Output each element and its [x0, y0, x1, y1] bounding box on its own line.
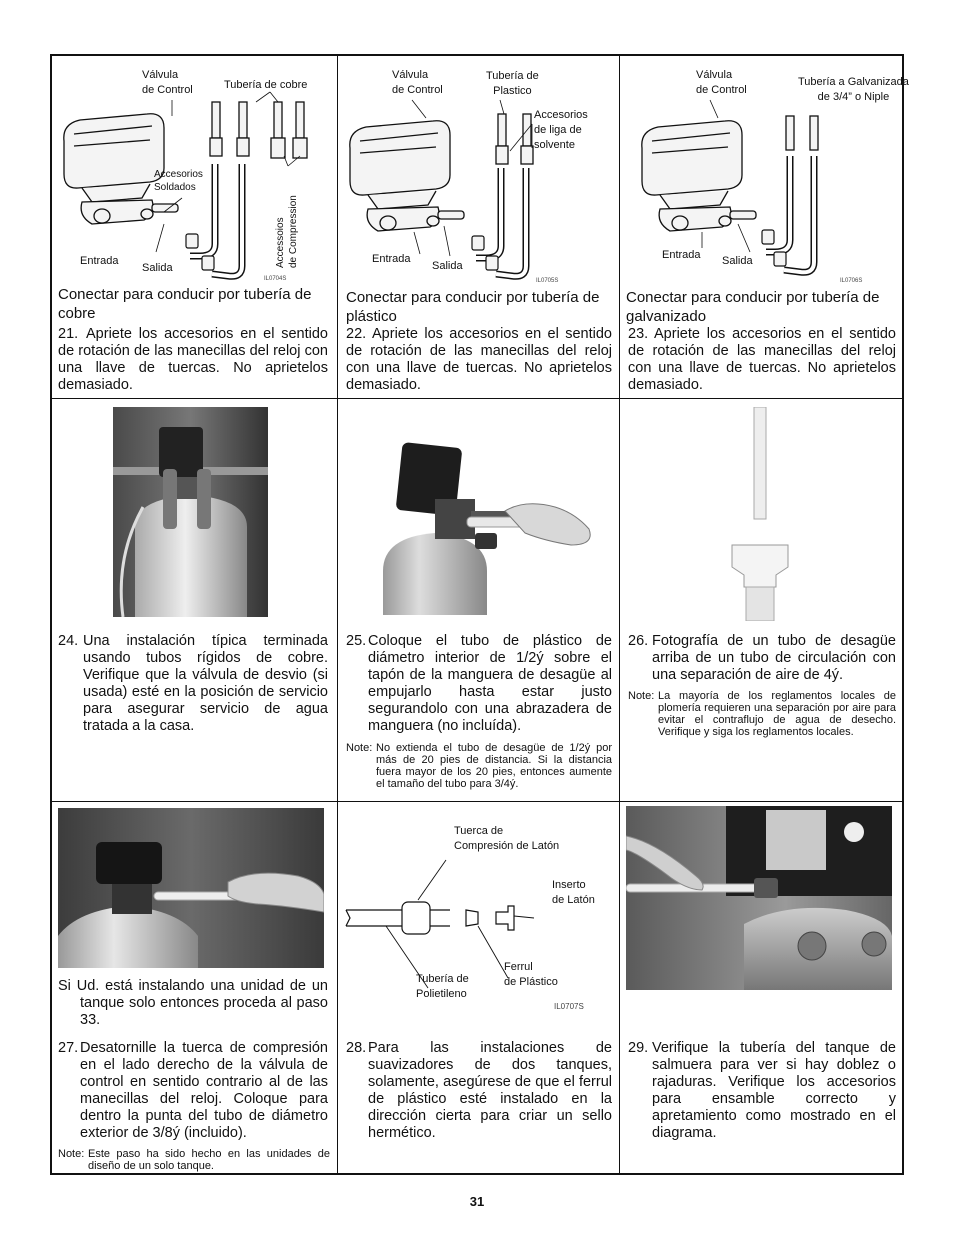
step-number: 26.	[628, 633, 649, 649]
step-text: Desatornille la tuerca de compresión en el lado derecho de la válvula de control en sentido contrario al de las manecillas del reloj. Coloque para dentro la punta del tubo de diámetro exterior de 3/8ý (incluido).	[80, 1040, 328, 1141]
photo-illustration	[58, 808, 324, 968]
fittings-label: Accesorios Soldados	[154, 169, 203, 193]
figure-code: IL0705S	[536, 278, 559, 284]
outlet-label: Salida	[722, 255, 753, 267]
instruction-grid	[50, 54, 909, 1175]
note	[628, 690, 896, 738]
section-caption: Conectar para conducir por tubería de cobre	[58, 286, 312, 322]
step-29	[628, 1040, 896, 1142]
note-text: La mayoría de los reglamentos locales de plomería requieren una separación por aire para evitar el contraflujo de agua de desecho. Verifique y siga los reglamentos locales.	[658, 690, 896, 738]
valve-label: Válvula de Control	[392, 69, 443, 96]
section-caption: Conectar para conducir por tubería de plástico	[346, 289, 600, 325]
intro-text	[58, 978, 328, 1029]
step-28	[346, 1040, 612, 1142]
step-number: 27.	[58, 1040, 79, 1056]
figure-code: IL0707S	[554, 1002, 584, 1011]
step-text: Verifique la tubería del tanque de salmuera para ver si hay doblez o rajaduras. Verifique los accesorios para ensamble correcto y apretamiento como mostrado en el diagrama.	[652, 1040, 896, 1141]
step-26	[628, 633, 896, 684]
pipe-label: Tubería de cobre	[224, 79, 308, 91]
note-text: Este paso ha sido hecho en las unidades de diseño de un solo tanque.	[88, 1148, 330, 1172]
step-text: Apriete los accesorios en el sentido de rotación de las manecillas del reloj con una llave de tuercas. No aprietelos demasiado.	[346, 326, 612, 393]
section-caption: Conectar para conducir por tubería de galvanizado	[626, 289, 880, 325]
cell-brine-line	[620, 802, 904, 1175]
page-number: 31	[469, 1194, 485, 1209]
pipe-label: Tubería de Plastico	[486, 70, 539, 97]
step-number: 28.	[346, 1040, 367, 1056]
cell-compression-nut	[52, 802, 337, 1175]
photo-illustration	[375, 441, 613, 615]
cell-copper-install	[52, 399, 337, 801]
figure-code: IL0706S	[840, 278, 863, 284]
step-number: 25.	[346, 633, 367, 649]
cell-air-gap	[620, 399, 904, 801]
step-23	[628, 326, 896, 394]
step-25	[346, 633, 612, 735]
note-label: Note:	[58, 1148, 85, 1160]
insert-label: Inserto de Latón	[552, 879, 595, 906]
step-text: Para las instalaciones de suavizadores de dos tanques, solamente, asegúrese de que el ferrul de plástico esté instalado en la dirección cierta para criar un sello hermético.	[368, 1040, 612, 1141]
inlet-label: Entrada	[662, 249, 701, 261]
step-text: Una instalación típica terminada usando tubos rígidos de cobre. Verifique que la válvula de desvio (si usada) esté en la posición de servicio para asegurar servicio de agua tratada a la casa.	[83, 633, 328, 734]
copper-install-photo	[113, 407, 268, 617]
intro-paragraph: Si Ud. está instalando una unidad de un tanque solo entonces proceda al paso 33.	[58, 978, 328, 1028]
photo-illustration	[718, 407, 802, 621]
note	[58, 1148, 330, 1172]
note-label: Note:	[346, 742, 373, 754]
cell-ferrule	[338, 802, 619, 1175]
step-number: 24.	[58, 633, 79, 649]
note-text: No extienda el tubo de desagüe de 1/2ý por más de 20 pies de distancia. Si la distancia fuera mayor de los 20 pies, entonces aumente el tamaño del tubo para 3/4ý.	[376, 742, 612, 790]
photo-illustration	[626, 806, 892, 990]
fittings-label: Accesorios de liga de solvente	[534, 109, 588, 151]
valve-label: Válvula de Control	[142, 69, 193, 96]
step-number: 21.	[58, 326, 79, 342]
pipe-label: Tubería a Galvanizada de 3/4” o Niple	[798, 76, 909, 103]
valve-label: Válvula de Control	[696, 69, 747, 96]
step-number: 29.	[628, 1040, 649, 1056]
inlet-label: Entrada	[80, 255, 119, 267]
cell-plastic	[338, 56, 619, 398]
step-text: Apriete los accesorios en el sentido de rotación de las manecillas del reloj con una llave de tuercas. No aprietelos demasiado.	[628, 326, 896, 393]
figure-code: IL0704S	[264, 276, 287, 282]
compression-label: Accessoios de Compression	[275, 195, 299, 268]
tube-label: Tubería de Polietileno	[416, 973, 469, 1000]
brine-line-photo	[626, 806, 892, 990]
ferrule-label: Ferrul de Plástico	[504, 961, 558, 988]
step-24	[58, 633, 328, 735]
cell-copper	[52, 56, 337, 398]
air-gap-photo	[718, 407, 802, 621]
photo-illustration	[113, 407, 268, 617]
step-number: 23.	[628, 326, 649, 342]
step-27	[58, 1040, 328, 1142]
step-21	[58, 326, 328, 394]
step-number: 22.	[346, 326, 367, 342]
step-text: Fotografía de un tubo de desagüe arriba de un tubo de circulación con una separación de aire de 4ý.	[652, 633, 896, 683]
note-label: Note:	[628, 690, 655, 702]
cell-drain-hose	[338, 399, 619, 801]
note	[346, 742, 612, 790]
compression-nut-photo	[58, 808, 324, 968]
drain-hose-photo	[375, 441, 613, 615]
step-22	[346, 326, 612, 394]
step-text: Coloque el tubo de plástico de diámetro interior de 1/2ý sobre el tapón de la manguera de desagüe al empujarlo hasta estar justo segurandolo con una abrazadera de manguera (no incluída).	[368, 633, 612, 734]
nut-label: Tuerca de Compresión de Latón	[454, 825, 560, 852]
step-text: Apriete los accesorios en el sentido de rotación de las manecillas del reloj con una llave de tuercas. No aprietelos demasiado.	[58, 326, 328, 393]
outlet-label: Salida	[432, 260, 463, 272]
inlet-label: Entrada	[372, 253, 411, 265]
outlet-label: Salida	[142, 262, 173, 274]
cell-galvanized	[620, 56, 909, 398]
